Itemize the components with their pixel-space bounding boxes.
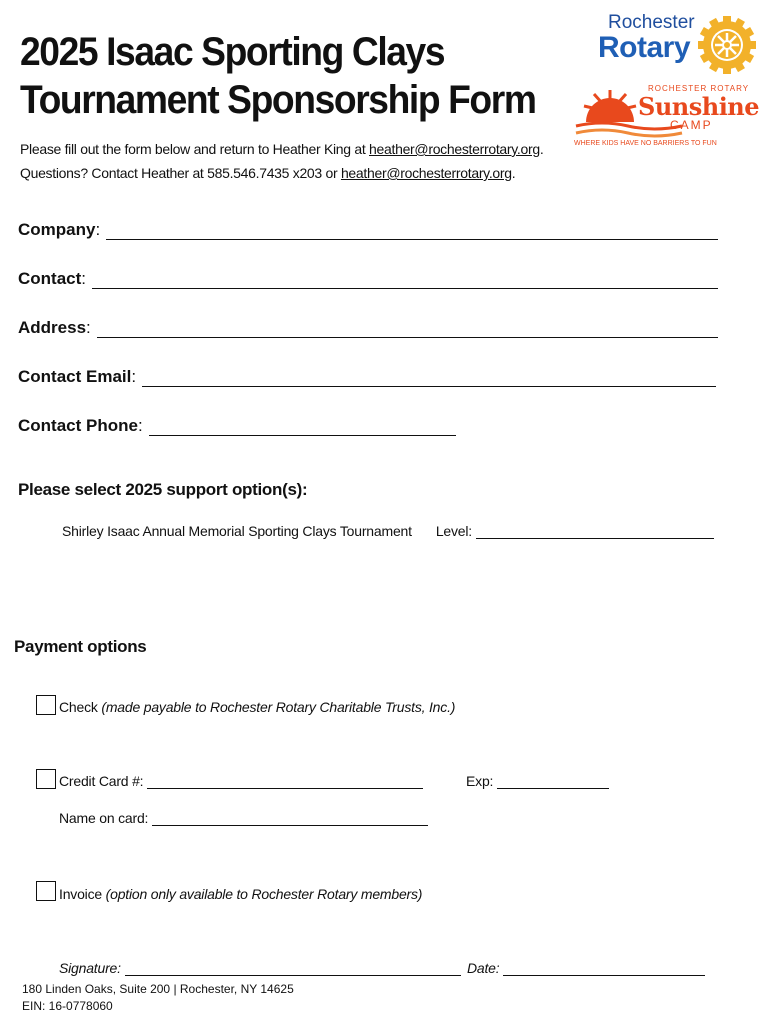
invoice-label: Invoice [59, 886, 106, 902]
credit-card-checkbox[interactable] [36, 769, 56, 789]
signature-label: Signature: [59, 960, 121, 976]
questions-text: Questions? Contact Heather at 585.546.7435 x203 or [20, 165, 341, 181]
check-label: Check [59, 699, 102, 715]
company-field[interactable] [18, 220, 718, 240]
contact-field[interactable] [18, 269, 718, 289]
company-line[interactable] [106, 221, 718, 240]
level-label: Level: [435, 523, 472, 539]
sunshine-camp-text: CAMP [670, 118, 713, 132]
credit-card-row [59, 773, 423, 789]
contact-label: Contact [18, 269, 82, 288]
contact-line[interactable] [92, 270, 718, 289]
event-name: Shirley Isaac Annual Memorial Sporting Clays Tournament [62, 523, 412, 539]
questions-period: . [511, 165, 516, 181]
footer-ein: EIN: 16-0778060 [22, 999, 113, 1013]
sunshine-camp-logo [572, 84, 762, 154]
address-line[interactable] [97, 319, 718, 338]
email-line[interactable] [142, 368, 716, 387]
logo-rotary-text: Rotary [598, 31, 691, 64]
invoice-option [59, 886, 422, 902]
title-line-1: 2025 Isaac Sporting Clays [20, 30, 445, 74]
sunshine-tagline: WHERE KIDS HAVE NO BARRIERS TO FUN [574, 140, 717, 147]
phone-field[interactable] [18, 416, 456, 436]
name-on-card-line[interactable] [152, 811, 428, 826]
intro-line-2 [20, 165, 515, 181]
credit-card-line[interactable] [147, 774, 423, 789]
support-heading: Please select 2025 support option(s): [18, 480, 308, 499]
name-on-card-label: Name on card: [59, 810, 149, 826]
email-link-2[interactable]: heather@rochesterrotary.org [340, 165, 512, 181]
colon: : [131, 367, 137, 386]
phone-label: Contact Phone [18, 416, 138, 435]
intro-period: . [539, 141, 544, 157]
email-label: Contact Email [18, 367, 132, 386]
company-label: Company [18, 220, 96, 239]
signature-row [59, 960, 461, 976]
support-option-row [62, 523, 714, 539]
email-link[interactable]: heather@rochesterrotary.org [369, 141, 540, 157]
check-note: (made payable to Rochester Rotary Charitable Trusts, Inc.) [101, 699, 456, 715]
level-line[interactable] [476, 524, 714, 539]
footer-address: 180 Linden Oaks, Suite 200 | Rochester, NY 14625 [22, 982, 294, 996]
intro-line-1 [20, 141, 543, 157]
sunshine-top-text: ROCHESTER ROTARY [648, 84, 750, 93]
rotary-wheel-icon [696, 14, 758, 76]
exp-line[interactable] [497, 774, 609, 789]
signature-line[interactable] [125, 961, 461, 976]
invoice-checkbox[interactable] [36, 881, 56, 901]
date-line[interactable] [503, 961, 705, 976]
exp-row [466, 773, 609, 789]
address-label: Address [18, 318, 87, 337]
exp-label: Exp: [466, 773, 494, 789]
colon: : [81, 269, 87, 288]
credit-card-label: Credit Card #: [59, 773, 144, 789]
date-label: Date: [467, 960, 500, 976]
sunshine-main-text: Sunshine [638, 92, 760, 121]
check-option [59, 699, 455, 715]
check-checkbox[interactable] [36, 695, 56, 715]
colon: : [86, 318, 91, 337]
page-title [20, 28, 541, 124]
email-field[interactable] [18, 367, 716, 387]
intro-text: Please fill out the form below and return to Heather King at [20, 141, 370, 157]
date-row [467, 960, 705, 976]
address-field[interactable] [18, 318, 718, 338]
title-line-2: Tournament Sponsorship Form [20, 78, 536, 122]
rochester-rotary-logo [598, 12, 758, 82]
payment-heading: Payment options [14, 637, 147, 656]
logo-rochester-text: Rochester [608, 12, 695, 33]
invoice-note: (option only available to Rochester Rotary members) [105, 886, 423, 902]
phone-line[interactable] [149, 417, 456, 436]
colon: : [95, 220, 101, 239]
name-on-card-row [59, 810, 428, 826]
colon: : [137, 416, 143, 435]
